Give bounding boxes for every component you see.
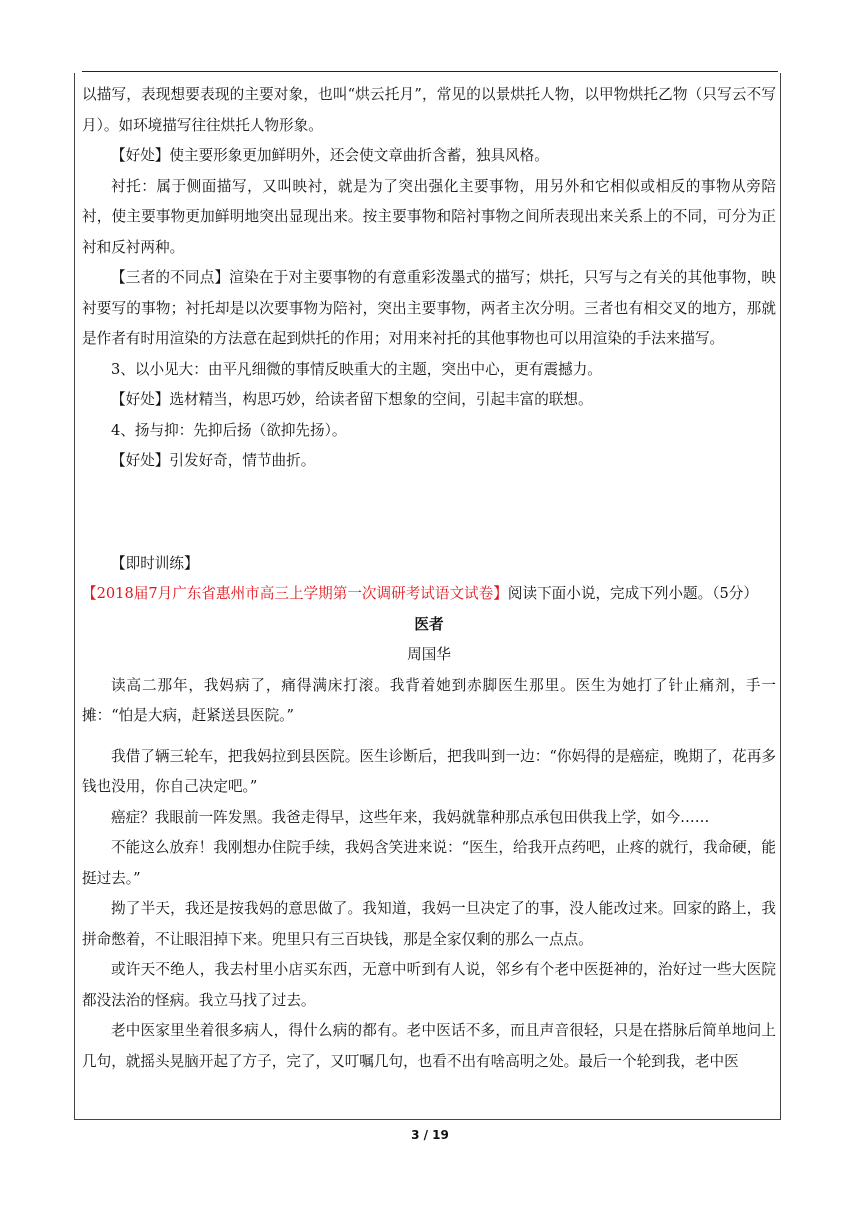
story-title: 医者	[414, 615, 444, 633]
story-paragraph-4: 不能这么放弃！我刚想办住院手续，我妈含笑进来说：“医生，给我开点药吧，止疼的就行，我命硬，能挺过去。”	[82, 839, 776, 887]
source-line	[82, 579, 776, 610]
story-paragraph-2: 我借了辆三轮车，把我妈拉到县医院。医生诊断后，把我叫到一边：“你妈得的是癌症，晚期了，花再多钱也没用，你自己决定吧。”	[82, 747, 776, 795]
story-paragraph-7: 老中医家里坐着很多病人，得什么病的都有。老中医话不多，而且声音很轻，只是在搭脉后简单地问上几句，就摇头晃脑开起了方子，完了，又叮嘱几句，也看不出有啥高明之处。最后一个轮到我，老中医	[82, 1022, 776, 1070]
document-body	[82, 80, 776, 1077]
story-paragraph-5: 拗了半天，我还是按我妈的意思做了。我知道，我妈一旦决定了的事，没人能改过来。回家的路上，我拼命憋着，不让眼泪掉下来。兜里只有三百块钱，那是全家仅剩的那么一点点。	[82, 900, 776, 948]
training-heading: 【即时训练】	[111, 554, 199, 572]
story-author: 周国华	[407, 646, 451, 663]
paragraph-benefit-2: 【好处】选材精当，构思巧妙，给读者留下想象的空间，引起丰富的联想。	[111, 391, 593, 408]
blank-space	[82, 477, 776, 549]
paragraph-hongtuo-cont: 以描写，表现想要表现的主要对象，也叫“烘云托月”，常见的以景烘托人物，以甲物烘托乙物（只写云不写月）。如环境描写往往烘托人物形象。	[82, 86, 776, 134]
source-instruction: 阅读下面小说，完成下列小题。（5分）	[507, 585, 758, 602]
story-paragraph-6: 或许天不绝人，我去村里小店买东西，无意中听到有人说，邻乡有个老中医挺神的，治好过一些大医院都没法治的怪病。我立马找了过去。	[82, 961, 776, 1009]
paragraph-item-4: 4、扬与抑：先抑后扬（欲抑先扬）。	[111, 421, 347, 439]
paragraph-benefit-1: 【好处】使主要形象更加鲜明外，还会使文章曲折含蓄，独具风格。	[111, 147, 549, 164]
page-number: 3 / 19	[411, 1128, 449, 1142]
story-paragraph-1: 读高二那年，我妈病了，痛得满床打滚。我背着她到赤脚医生那里。医生为她打了针止痛剂，手一摊：“怕是大病，赶紧送县医院。”	[82, 676, 776, 724]
source-citation: 【2018届7月广东省惠州市高三上学期第一次调研考试语文试卷】	[82, 585, 508, 602]
blank-space	[82, 732, 776, 742]
header-rule	[82, 71, 778, 72]
paragraph-item-3: 3、以小见大：由平凡细微的事情反映重大的主题，突出中心，更有震撼力。	[111, 360, 602, 378]
story-paragraph-3: 癌症？我眼前一阵发黑。我爸走得早，这些年来，我妈就靠种那点承包田供我上学，如今……	[111, 808, 710, 826]
paragraph-chentuo: 衬托：属于侧面描写，又叫映衬，就是为了突出强化主要事物，用另外和它相似或相反的事物从旁陪衬，使主要事物更加鲜明地突出显现出来。按主要事物和陪衬事物之间所表现出来关系上的不同，可分为正衬和反衬两种。	[82, 177, 776, 256]
paragraph-differences: 【三者的不同点】渲染在于对主要事物的有意重彩泼墨式的描写；烘托，只写与之有关的其他事物，映衬要写的事物；衬托却是以次要事物为陪衬，突出主要事物，两者主次分明。三者也有相交叉的地方，那就是作者有时用渲染的方法意在起到烘托的作用；对用来衬托的其他事物也可以用渲染的手法来描写。	[82, 269, 776, 347]
paragraph-benefit-3: 【好处】引发好奇，情节曲折。	[111, 452, 316, 469]
